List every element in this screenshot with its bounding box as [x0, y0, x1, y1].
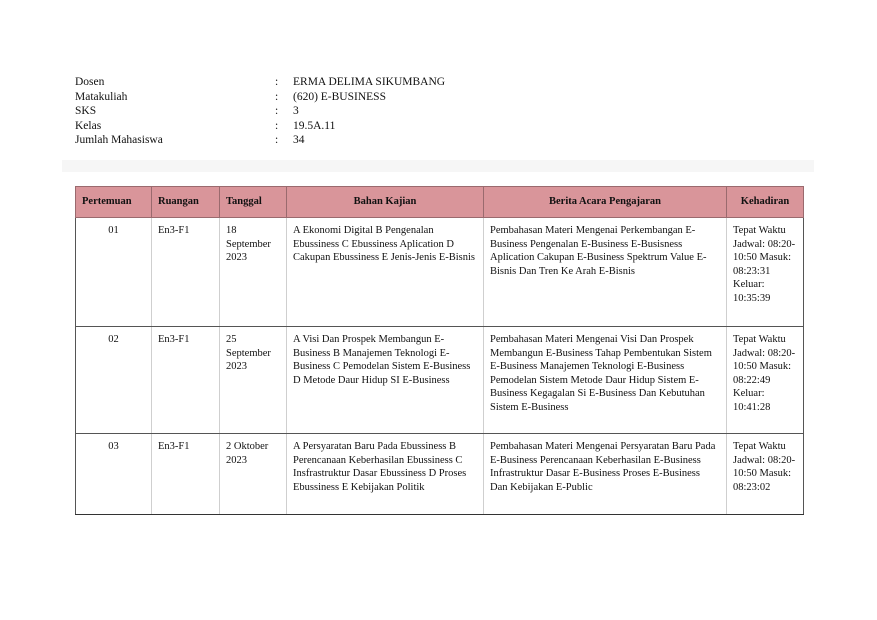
info-value: (620) E-BUSINESS [293, 90, 386, 103]
info-label: Dosen [75, 76, 105, 88]
cell-ruangan: En3-F1 [152, 218, 220, 327]
info-label: Kelas [75, 119, 102, 132]
cell-berita-acara: Pembahasan Materi Mengenai Perkembangan E-Business Pengenalan E-Business E-Busisness Aplication Cakupan E-Business Spektrum Value E-Bisnis Dan Tren Ke Arah E-Bisnis [484, 218, 727, 327]
cell-berita-acara: Pembahasan Materi Mengenai Persyaratan Baru Pada E-Business Perencanaan Keberhasilan E-Business Infrastruktur Dasar E-Business Proses E-Business Dan Kebijakan E-Public [484, 434, 727, 515]
cell-bahan-kajian: A Visi Dan Prospek Membangun E-Business B Manajemen Teknologi E-Business C Pemodelan Sistem E-Business D Metode Daur Hidup SI E-Business [287, 327, 484, 434]
header-pertemuan: Pertemuan [76, 187, 152, 218]
table-row [76, 327, 804, 434]
cell-bahan-kajian: A Ekonomi Digital B Pengenalan Ebussiness C Ebussiness Aplication D Cakupan Ebussiness E Jenis-Jenis E-Bisnis [287, 218, 484, 327]
table-row [76, 218, 804, 327]
course-info [75, 75, 445, 148]
cell-pertemuan: 03 [76, 434, 152, 515]
cell-pertemuan: 01 [76, 218, 152, 327]
cell-tanggal: 18 September 2023 [220, 218, 287, 327]
info-value: ERMA DELIMA SIKUMBANG [293, 76, 446, 88]
info-separator: : [275, 90, 279, 103]
info-row-matakuliah [75, 90, 445, 105]
info-separator: : [275, 76, 279, 88]
info-value: 19.5A.11 [293, 119, 336, 132]
header-kehadiran: Kehadiran [727, 187, 804, 218]
attendance-table [75, 186, 804, 515]
info-value: 34 [293, 134, 305, 146]
cell-ruangan: En3-F1 [152, 434, 220, 515]
info-row-kelas [75, 119, 445, 134]
info-row-dosen [75, 75, 445, 90]
header-berita-acara: Berita Acara Pengajaran [484, 187, 727, 218]
info-separator: : [275, 105, 279, 117]
cell-kehadiran: Tepat Waktu Jadwal: 08:20-10:50 Masuk: 08:23:31 Keluar: 10:35:39 [727, 218, 804, 327]
cell-pertemuan: 02 [76, 327, 152, 434]
cell-kehadiran: Tepat Waktu Jadwal: 08:20-10:50 Masuk: 08:23:02 [727, 434, 804, 515]
info-label: Jumlah Mahasiswa [75, 134, 163, 146]
header-bahan-kajian: Bahan Kajian [287, 187, 484, 218]
cell-tanggal: 2 Oktober 2023 [220, 434, 287, 515]
table-header-row [76, 187, 804, 218]
info-row-sks [75, 104, 445, 119]
cell-tanggal: 25 September 2023 [220, 327, 287, 434]
info-row-jumlah-mahasiswa [75, 133, 445, 148]
table-row [76, 434, 804, 515]
info-value: 3 [293, 105, 299, 117]
cell-kehadiran: Tepat Waktu Jadwal: 08:20-10:50 Masuk: 08:22:49 Keluar: 10:41:28 [727, 327, 804, 434]
section-divider [62, 160, 814, 172]
info-separator: : [275, 134, 279, 146]
info-label: SKS [75, 105, 97, 117]
cell-berita-acara: Pembahasan Materi Mengenai Visi Dan Prospek Membangun E-Business Tahap Pembentukan Sistem E-Business Manajemen Teknologi E-Business Pemodelan Sistem Metode Daur Hidup Sistem E-Business Kegagalan Si E-Business Dan Kebutuhan Sistem E-Business [484, 327, 727, 434]
header-ruangan: Ruangan [152, 187, 220, 218]
info-separator: : [275, 119, 279, 132]
cell-ruangan: En3-F1 [152, 327, 220, 434]
info-label: Matakuliah [75, 90, 128, 103]
cell-bahan-kajian: A Persyaratan Baru Pada Ebussiness B Perencanaan Keberhasilan Ebussiness C Insfrastruktur Dasar Ebussiness D Proses Ebussiness E Kebijakan Politik [287, 434, 484, 515]
header-tanggal: Tanggal [220, 187, 287, 218]
